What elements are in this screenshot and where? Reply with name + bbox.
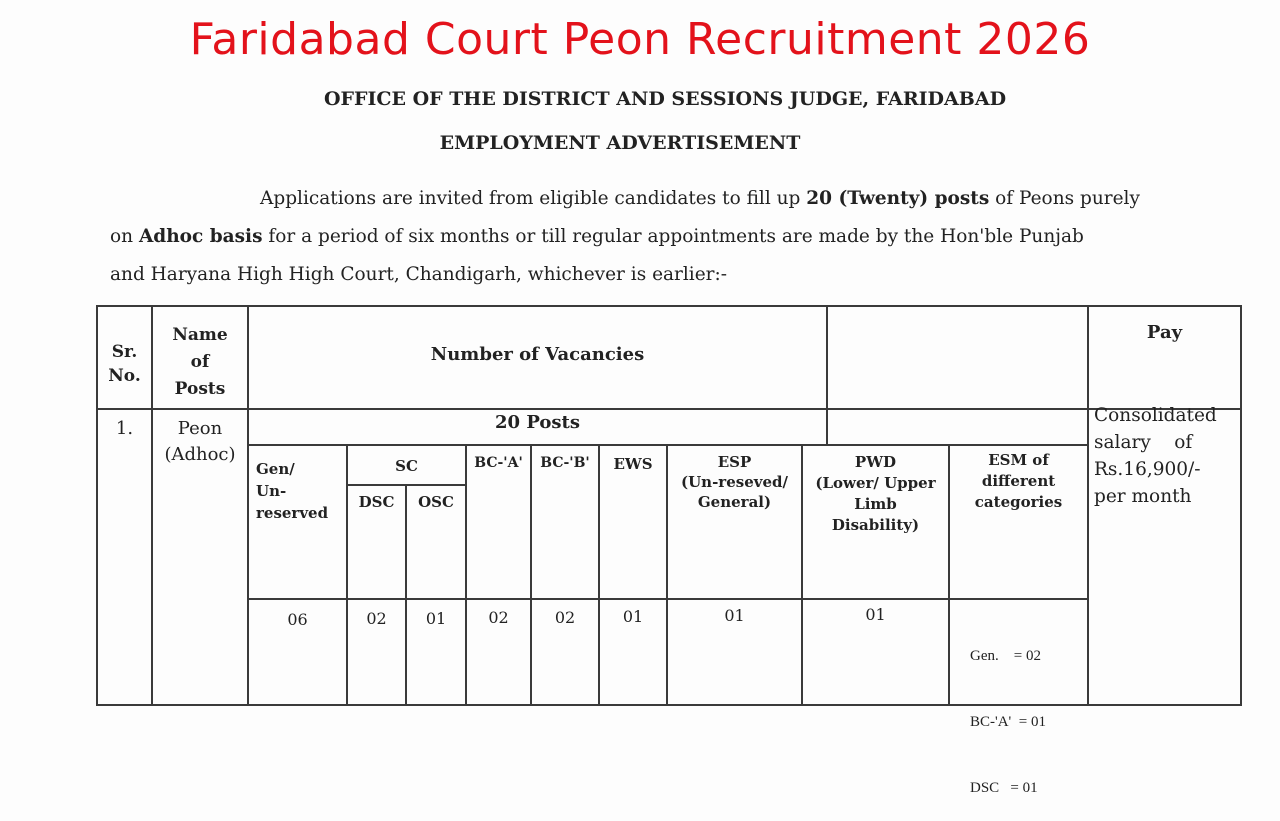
- intro-paragraph: [110, 180, 1235, 294]
- header-text: No.: [108, 366, 141, 386]
- office-heading: OFFICE OF THE DISTRICT AND SESSIONS JUDGE, FARIDABAD: [323, 88, 1007, 110]
- category-text: ESP: [717, 453, 752, 471]
- header-esp: [668, 452, 801, 512]
- para-text: Applications are invited from eligible candidates to fill up: [260, 188, 807, 209]
- header-sc: SC: [395, 457, 418, 475]
- header-text: of: [190, 352, 210, 372]
- header-pay: Pay: [1146, 322, 1183, 343]
- table-border-right: [1240, 305, 1242, 706]
- category-text: Un-: [256, 482, 287, 500]
- page-title: Faridabad Court Peon Recruitment 2026: [189, 14, 1091, 65]
- esm-breakdown-text: Gen. = 02: [970, 648, 1041, 664]
- category-text: (Lower/ Upper: [815, 474, 936, 492]
- category-text: Disability): [831, 516, 920, 534]
- table-border-top: [96, 305, 1242, 307]
- header-text: Name: [172, 325, 228, 345]
- category-text: ESM of: [988, 451, 1049, 469]
- advertisement-heading: EMPLOYMENT ADVERTISEMENT: [439, 132, 801, 154]
- post-name-text: Peon: [177, 418, 223, 439]
- value-dsc: 02: [366, 609, 387, 628]
- col-divider-dsc: [405, 484, 407, 706]
- category-text: PWD: [854, 453, 897, 471]
- category-text: Gen/: [256, 460, 295, 478]
- category-text: Limb: [854, 495, 897, 513]
- header-text: Sr.: [111, 342, 138, 362]
- header-ews: EWS: [613, 455, 653, 473]
- header-pwd: [803, 452, 948, 536]
- header-sr-no: [98, 340, 151, 388]
- value-esm: [970, 601, 1085, 821]
- value-ews: 01: [622, 607, 644, 626]
- para-text: on: [110, 226, 139, 247]
- para-text: of Peons purely: [989, 188, 1140, 209]
- pay-text: Rs.16,900/-: [1094, 459, 1201, 480]
- posts-count-highlight: 20 (Twenty) posts: [806, 188, 990, 209]
- category-text: reserved: [256, 504, 329, 522]
- cell-total-posts: 20 Posts: [495, 412, 580, 433]
- para-text: for a period of six months or till regular appointments are made by the Hon'ble Punjab: [262, 226, 1084, 247]
- col-divider-bca: [530, 444, 532, 706]
- value-bc-a: 02: [488, 608, 509, 627]
- esm-breakdown-text: DSC = 01: [970, 780, 1038, 796]
- col-divider-name: [247, 305, 249, 706]
- category-text: General): [697, 493, 772, 511]
- category-text: (Un-reseved/: [681, 473, 788, 491]
- adhoc-highlight: Adhoc basis: [138, 226, 263, 247]
- post-name-text: (Adhoc): [164, 444, 236, 465]
- pay-text: Consolidated: [1094, 405, 1217, 426]
- header-bc-a: BC-'A': [474, 455, 523, 471]
- para-line-1: [110, 180, 1235, 218]
- header-name-of-posts: [153, 322, 247, 403]
- col-divider-osc: [465, 444, 467, 706]
- value-osc: 01: [425, 609, 447, 628]
- para-line-2: [110, 218, 1235, 256]
- cell-post-name: [153, 416, 247, 468]
- col-divider-upper: [826, 305, 828, 444]
- header-dsc: DSC: [358, 493, 395, 511]
- header-gen-unreserved: [256, 458, 344, 524]
- value-bc-b: 02: [554, 608, 576, 627]
- value-gen: 06: [287, 610, 308, 629]
- table-subheader-divider: [248, 444, 1088, 446]
- cell-sr-no: 1.: [115, 418, 134, 439]
- category-text: different: [981, 472, 1056, 490]
- category-text: categories: [974, 493, 1063, 511]
- cell-pay: [1094, 402, 1239, 510]
- esm-breakdown-text: BC-'A' = 01: [970, 714, 1046, 730]
- header-number-of-vacancies: Number of Vacancies: [430, 344, 645, 365]
- col-divider-bcb: [598, 444, 600, 706]
- table-header-divider: [96, 408, 1242, 410]
- pay-text: salary of: [1094, 432, 1193, 453]
- col-divider-pay: [1087, 305, 1089, 706]
- pay-text: per month: [1094, 486, 1192, 507]
- value-esp: 01: [724, 606, 745, 625]
- table-values-divider: [248, 598, 1088, 600]
- header-esm: [950, 450, 1087, 513]
- header-bc-b: BC-'B': [540, 455, 590, 471]
- header-osc: OSC: [418, 493, 454, 511]
- header-text: Posts: [174, 379, 226, 399]
- para-line-3: and Haryana High High Court, Chandigarh, whichever is earlier:-: [110, 264, 728, 285]
- value-pwd: 01: [865, 605, 886, 624]
- col-divider-gen: [346, 444, 348, 706]
